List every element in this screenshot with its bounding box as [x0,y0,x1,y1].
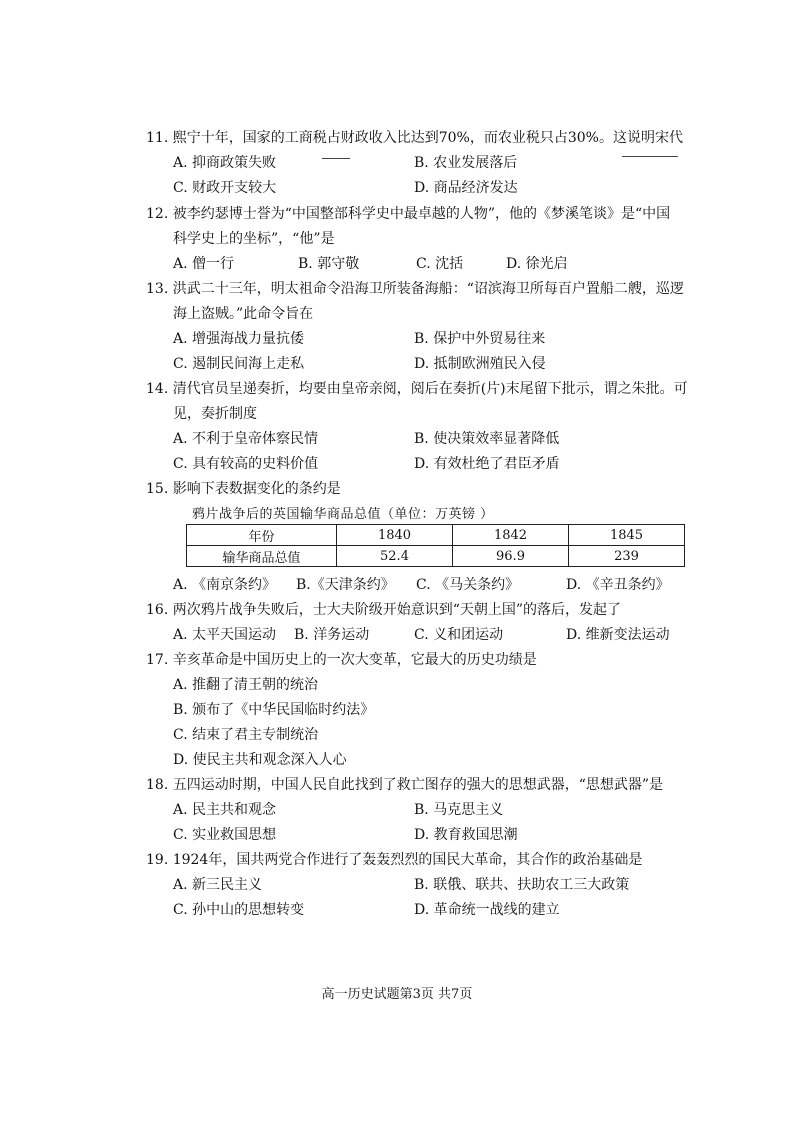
table-row [187,546,685,567]
question-12-stem-line-1: 12. 被李约瑟博士誉为“中国整部科学史中最卓越的人物”，他的《梦溪笔谈》是“中国 [146,206,671,222]
question-11-options-row-2 [146,176,726,201]
question-18-stem: 18. 五四运动时期，中国人民自此找到了救亡图存的强大的思想武器，“思想武器”是 [146,777,664,793]
question-11-option-c: C. 财政开支较大 [173,180,277,196]
table-cell: 输华商品总值 [187,546,337,567]
question-14 [146,377,726,477]
question-17-option-a: A. 推翻了清王朝的统治 [173,677,319,693]
question-12-option-a: A. 僧一行 [173,256,235,272]
table-cell: 239 [569,546,685,567]
question-13-options-row-1 [146,327,726,352]
question-16-option-b: B. 洋务运动 [294,627,370,643]
question-16-option-a: A. 太平天国运动 [173,627,277,643]
table-cell: 96.9 [453,546,569,567]
question-18-option-c: C. 实业救国思想 [173,827,277,843]
question-18 [146,773,726,848]
question-13-stem-line-1: 13. 洪武二十三年，明太祖命令沿海卫所装备海船：“诏滨海卫所每百户置船二艘，巡逻 [146,281,684,297]
question-17 [146,648,726,773]
question-13-option-c: C. 遏制民间海上走私 [173,356,305,372]
question-18-option-a: A. 民主共和观念 [173,802,277,818]
question-11-option-b: B. 农业发展落后 [414,155,518,171]
question-19-option-d: D. 革命统一战线的建立 [414,902,560,918]
question-12-options [146,252,726,277]
question-13-option-a: A. 增强海战力量抗倭 [173,331,305,347]
question-14-option-d: D. 有效杜绝了君臣矛盾 [414,456,560,472]
question-12-option-d: D. 徐光启 [506,256,568,272]
question-13-stem-line-2: 海上盗贼。”此命令旨在 [173,306,314,322]
question-14-stem-line-2: 见，奏折制度 [173,406,257,422]
question-16-stem: 16. 两次鸦片战争失败后，士大夫阶级开始意识到“天朝上国”的落后，发起了 [146,602,622,618]
question-14-stem-line-1: 14. 清代官员呈递奏折，均要由皇帝亲阅，阅后在奏折(片)末尾留下批示，谓之朱批。可 [146,381,688,397]
question-17-option-c: C. 结束了君主专制统治 [173,727,319,743]
export-value-table [186,524,685,567]
question-13-options-row-2 [146,352,726,377]
table-caption: 鸦片战争后的英国输华商品总值（单位：万英镑 ） [192,507,494,522]
table-header-row [187,525,685,546]
question-15-option-a: A. 《南京条约》 [173,577,277,593]
question-17-option-d: D. 使民主共和观念深入人心 [173,752,347,768]
scan-mark [622,156,678,157]
question-12-option-b: B. 郭守敬 [298,256,360,272]
table-header-cell: 1840 [337,525,453,546]
question-11-options-row-1 [146,151,726,176]
question-19-option-b: B. 联俄、联共、扶助农工三大政策 [414,877,630,893]
question-11-option-d: D. 商品经济发达 [414,180,518,196]
question-15-option-c: C. 《马关条约》 [416,577,520,593]
question-15-stem: 15. 影响下表数据变化的条约是 [146,481,341,497]
question-18-options-row-1 [146,798,726,823]
question-16-option-c: C. 义和团运动 [414,627,504,643]
question-13-option-d: D. 抵制欧洲殖民入侵 [414,356,546,372]
question-18-option-b: B. 马克思主义 [414,802,504,818]
table-header-cell: 1845 [569,525,685,546]
question-12-stem-line-2: 科学史上的坐标”，“他”是 [173,231,335,247]
question-11 [146,126,726,201]
question-19-stem: 19. 1924年，国共两党合作进行了轰轰烈烈的国民大革命，其合作的政治基础是 [146,852,643,868]
question-18-options-row-2 [146,823,726,848]
question-19-option-a: A. 新三民主义 [173,877,263,893]
question-17-option-b: B. 颁布了《中华民国临时约法》 [173,702,375,718]
question-13 [146,277,726,377]
question-16 [146,598,726,648]
question-18-option-d: D. 教育救国思潮 [414,827,518,843]
question-12-option-c: C. 沈括 [416,256,464,272]
question-14-options-row-1 [146,427,726,452]
page-footer: 高一历史试题第3页 共7页 [321,987,473,1002]
table-header-cell: 年份 [187,525,337,546]
question-19 [146,848,726,923]
question-19-options-row-1 [146,873,726,898]
question-14-options-row-2 [146,452,726,477]
question-19-options-row-2 [146,898,726,923]
question-15-option-d: D. 《辛丑条约》 [566,577,670,593]
question-14-option-c: C. 具有较高的史料价值 [173,456,319,472]
scan-mark [322,158,350,159]
question-13-option-b: B. 保护中外贸易往来 [414,331,546,347]
question-11-stem: 11. 熙宁十年，国家的工商税占财政收入比达到70%，而农业税只占30%。这说明宋代 [146,130,683,146]
question-15-option-b: B.《天津条约》 [296,577,395,593]
question-16-options [146,623,726,648]
question-14-option-b: B. 使决策效率显著降低 [414,431,560,447]
question-19-option-c: C. 孙中山的思想转变 [173,902,305,918]
question-14-option-a: A. 不利于皇帝体察民情 [173,431,319,447]
question-16-option-d: D. 维新变法运动 [566,627,670,643]
question-12 [146,202,726,277]
question-15-options [146,573,726,598]
question-11-option-a: A. 抑商政策失败 [173,155,277,171]
table-cell: 52.4 [337,546,453,567]
question-17-stem: 17. 辛亥革命是中国历史上的一次大变革，它最大的历史功绩是 [146,652,537,668]
table-header-cell: 1842 [453,525,569,546]
